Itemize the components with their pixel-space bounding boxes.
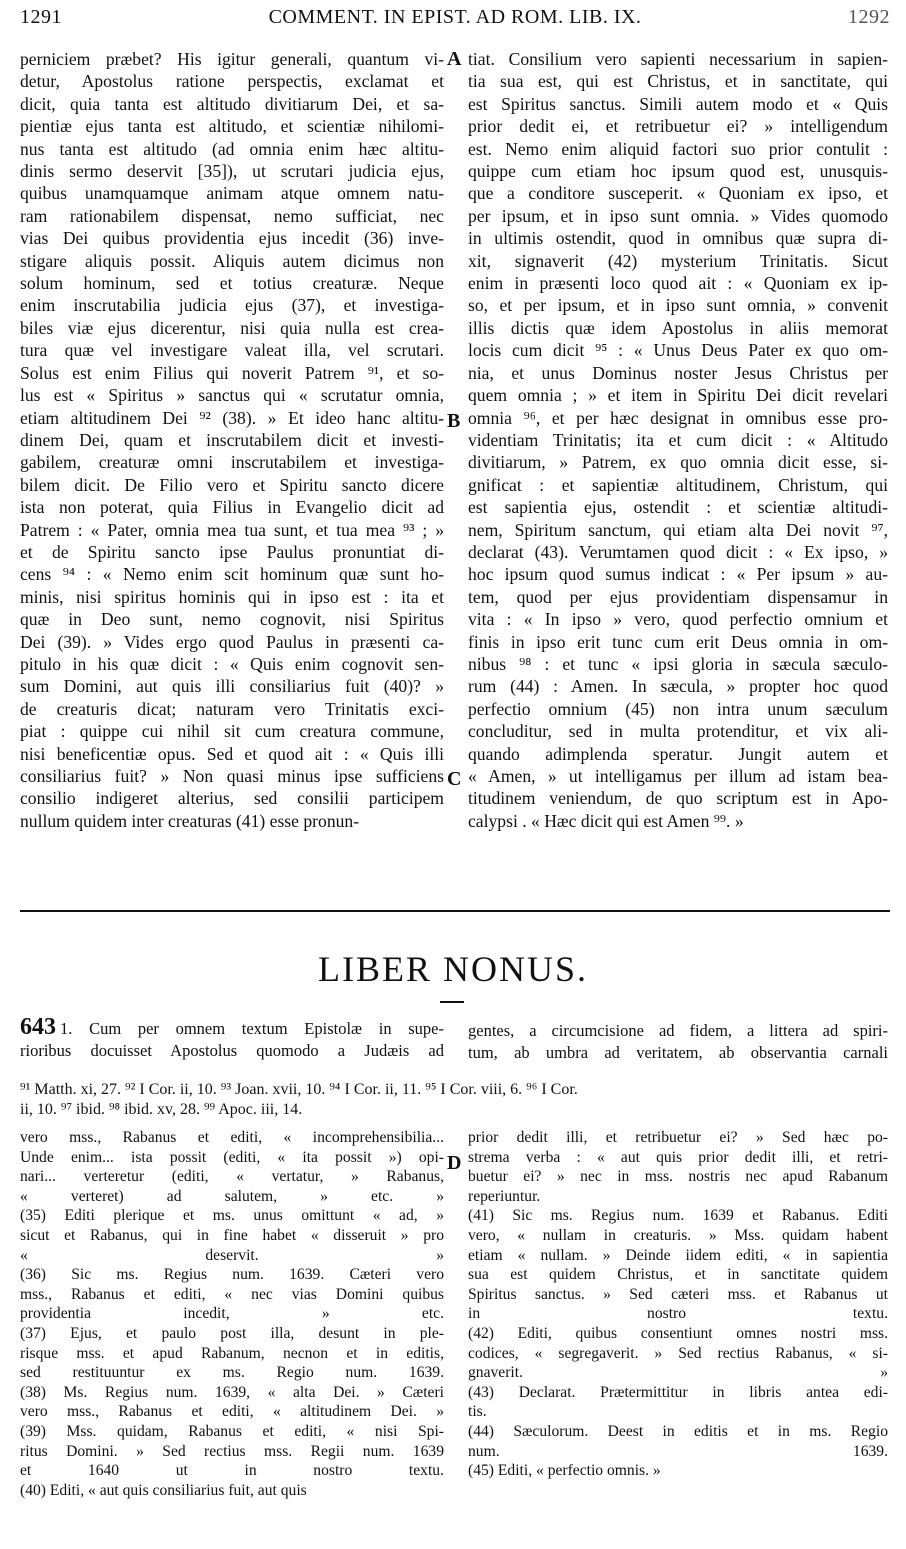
note-line: tis.: [468, 1403, 487, 1421]
note-line: (36) Sic ms. Regius num. 1639. Cæteri vero: [20, 1266, 444, 1284]
text-line: declarat (43). Verumtamen quod dicit : « Ex ipso, »: [468, 541, 888, 562]
note-line: (42) Editi, quibus consentiunt omnes nostri mss.: [468, 1324, 888, 1342]
book-opening-right: [468, 1020, 888, 1064]
text-line: gnificat : et sapientiæ altitudinem, Christum, qui: [468, 474, 888, 495]
page-number-right: 1292: [848, 6, 890, 28]
note-line: buetur ei? » nec in mss. nostris nec apud Rabanum: [468, 1168, 888, 1186]
text-line: minis, nisi spiritus hominis qui in ipso est : ita et: [20, 586, 444, 607]
text-line: quibus unamquamque animam atque omnem natu-: [20, 183, 444, 204]
text-line: nibus ⁹⁸ : et tunc « ipsi gloria in sæcula sæculo-: [468, 653, 888, 674]
text-line: pitulo in his quæ dicit : « Quis enim cognovit sen-: [20, 653, 444, 674]
note-line: gnaverit. »: [468, 1364, 888, 1382]
text-line: tiat. Consilium vero sapienti necessarium in sapien-: [468, 49, 888, 69]
text-line: enim in præsenti loco quod ait : « Quoniam ex ip-: [468, 273, 888, 294]
text-line: in ultimis ostendit, quod in omnibus quæ supra di-: [468, 228, 888, 249]
note-line: vero mss., Rabanus et editi, « incomprehensibilia...: [20, 1129, 444, 1146]
text-line: pientiæ ejus tanta est altitudo, et scientiæ nihilomi-: [20, 116, 444, 137]
text-line: quem omnia ; » et item in Spiritu Dei dicit revelari: [468, 385, 888, 406]
text-line: xit, signaverit (42) mysterium Trinitatis. Sicut: [468, 250, 888, 271]
note-line: sed restituuntur ex ms. Regio num. 1639.: [20, 1364, 444, 1382]
text-line: quippe cum etiam hoc ipsum quod est, unusquis-: [468, 161, 888, 182]
text-line: est Spiritus sanctus. Simili autem modo et « Quis: [468, 93, 888, 114]
note-line: (38) Ms. Regius num. 1639, « alta Dei. » Cæteri: [20, 1383, 444, 1401]
note-line: etiam « nullam. » Deinde iidem editi, « in sapientia: [468, 1246, 888, 1264]
note-line: Spiritus sanctus. » Sed cæteri mss. et Rabanus ut: [468, 1285, 888, 1303]
note-line: « deservit. »: [20, 1246, 444, 1264]
text-line: nem, Spiritum sanctum, qui etiam alta Dei novit ⁹⁷,: [468, 519, 888, 540]
scripture-references: [20, 1080, 890, 1120]
text-line: tura quæ vel investigare valeat illa, vel scrutari.: [20, 340, 444, 361]
note-line: mss., Rabanus et editi, « nec vias Domini quibus: [20, 1285, 444, 1303]
text-line: est sapientia ejus, ostendit : et scientiæ altitudi-: [468, 497, 888, 518]
opening-line: tum, ab umbra ad veritatem, ab observantia carnali: [468, 1043, 888, 1062]
note-line: vero, « nullam in creaturis. » Mss. quidam habent: [468, 1226, 888, 1244]
text-line: quando adimplenda speratur. Jungit autem et: [468, 743, 888, 764]
text-line: divitiarum, » Patrem, ex quo omnia dicit esse, si-: [468, 452, 888, 473]
text-line: vias Dei quibus providentia ejus incedit (36) inve-: [20, 228, 444, 249]
note-line: sicut et Rabanus, qui in fine habet « disseruit » pro: [20, 1226, 444, 1244]
text-line: prior dedit ei, et retribuetur ei? » intelligendum: [468, 116, 888, 137]
text-line: que a conditore susceperit. « Quoniam ex ipso, et: [468, 183, 888, 204]
note-line: (39) Mss. quidam, Rabanus et editi, « nisi Spi-: [20, 1422, 444, 1440]
text-line: Dei (39). » Vides ergo quod Paulus in præsenti ca-: [20, 631, 444, 652]
text-line: nia, et unus Dominus noster Jesus Christus per: [468, 362, 888, 383]
note-line: in nostro textu.: [468, 1305, 888, 1323]
margin-letter-c: C: [447, 768, 462, 790]
note-line: et 1640 ut in nostro textu.: [20, 1462, 444, 1480]
commentary-column-right: [468, 48, 888, 832]
text-line: nus tanta est altitudo (ad omnia enim hæc altitu-: [20, 138, 444, 159]
text-line: biles viæ ejus dicerentur, nisi quia nulla est crea-: [20, 317, 444, 338]
text-line: sum Domini, aut quis illi consiliarius fuit (40)? »: [20, 676, 444, 697]
note-line: nari... verteretur (editi, « vertatur, » Rabanus,: [20, 1168, 444, 1186]
note-line: (37) Ejus, et paulo post illa, desunt in ple-: [20, 1324, 444, 1342]
text-line: concluditur, sed in multa protenditur, et vix ali-: [468, 721, 888, 742]
note-line: (41) Sic ms. Regius num. 1639 et Rabanus. Editi: [468, 1207, 888, 1225]
section-divider: [20, 910, 890, 912]
book-title: LIBER NONUS.: [317, 949, 588, 989]
text-line: ram rationabilem dispensat, nemo sufficiat, nec: [20, 205, 444, 226]
running-title: COMMENT. IN EPIST. AD ROM. LIB. IX.: [268, 6, 642, 28]
note-line: (44) Sæculorum. Deest in editis et in ms. Regio: [468, 1422, 888, 1440]
text-line: « Amen, » ut intelligamus per illum ad istam bea-: [468, 766, 888, 786]
note-line: vero mss., Rabanus et editi, « altitudinem Dei. »: [20, 1403, 444, 1421]
margin-letter-d: D: [447, 1152, 462, 1174]
opening-line: 643 1. Cum per omnem textum Epistolæ in supe-: [20, 1016, 444, 1040]
text-line: vita : « In ipso » vero, quod perfectio omnium et: [468, 609, 888, 630]
critical-notes-left: [20, 1128, 444, 1500]
book-opening-left: [20, 1016, 444, 1062]
text-line: nullum quidem inter creaturas (41) esse pronun-: [20, 810, 360, 831]
text-line: videntiam Trinitatis; ita et cum dicit : « Altitudo: [468, 429, 888, 450]
text-line: so, et per ipsum, et in ipso sunt omnia, » convenit: [468, 295, 888, 316]
text-line: quæ in Deo sunt, nemo cognovit, nisi Spiritus: [20, 609, 444, 630]
note-line: risque mss. et apud Rabanum, necnon et in editis,: [20, 1344, 444, 1362]
text-line: locis cum dicit ⁹⁵ : « Unus Deus Pater ex quo om-: [468, 340, 888, 361]
note-line: sua est quidem Christus, et in sanctitate quidem: [468, 1266, 888, 1284]
text-line: Solus est enim Filius qui noverit Patrem ⁹¹, et so-: [20, 362, 444, 383]
text-line: nisi beneficentiæ opus. Sed et quod ait : « Quis illi: [20, 743, 444, 764]
text-line: dinis sermo deservit [35]), ut scrutari judicia ejus,: [20, 161, 444, 182]
reference-line: ii, 10. ⁹⁷ ibid. ⁹⁸ ibid. xv, 28. ⁹⁹ Apoc. iii, 14.: [20, 1101, 303, 1118]
text-line: perfectio omnium (45) non intra unum sæculum: [468, 698, 888, 719]
text-line: lus est « Spiritus » sanctus qui « scrutatur omnia,: [20, 385, 444, 406]
text-line: consiliarius fuit? » Non quasi minus ipse sufficiens: [20, 766, 444, 786]
text-line: hoc ipsum quod sumus indicat : « Per ipsum » au-: [468, 564, 888, 585]
note-line: reperiuntur.: [468, 1187, 541, 1205]
text-line: detur, Apostolus ratione perspectis, exclamat et: [20, 71, 444, 92]
text-line: titudinem veniendum, de quo scriptum est in Apo-: [468, 788, 888, 809]
note-line: strema verba : « aut quis prior dedit illi, et retri-: [468, 1148, 888, 1166]
text-line: per ipsum, et in ipso sunt omnia. » Vides quomodo: [468, 205, 888, 226]
text-line: dinem Dei, quam et inscrutabilem dicit et investi-: [20, 429, 444, 450]
text-line: est. Nemo enim aliquid factori suo prior contulit :: [468, 138, 888, 159]
text-line: cens ⁹⁴ : « Nemo enim scit hominum quæ sunt ho-: [20, 564, 444, 585]
text-line: Patrem : « Pater, omnia mea tua sunt, et tua mea ⁹³ ; »: [20, 519, 444, 540]
text-line: solum hominum, sed et totius creaturæ. Neque: [20, 273, 444, 294]
note-line: providentia incedit, » etc.: [20, 1305, 444, 1323]
text-line: illis dictis quæ idem Apostolus in aliis memorat: [468, 317, 888, 338]
text-line: etiam altitudinem Dei ⁹² (38). » Et ideo hanc altitu-: [20, 407, 444, 428]
note-line: « verteret) ad salutem, » etc. »: [20, 1187, 444, 1205]
text-line: perniciem præbet? His igitur generali, quantum vi-: [20, 49, 444, 69]
reference-line: ⁹¹ Matth. xi, 27. ⁹² I Cor. ii, 10. ⁹³ Joan. xvii, 10. ⁹⁴ I Cor. ii, 11. ⁹⁵ I Cor. viii, 6. ⁹⁶ I Cor.: [20, 1081, 578, 1098]
margin-letter-a: A: [447, 48, 462, 70]
margin-letter-b: B: [447, 410, 461, 432]
note-line: prior dedit illi, et retribuetur ei? » Sed hæc po-: [468, 1129, 888, 1146]
critical-notes-right: [468, 1128, 888, 1481]
note-line: (40) Editi, « aut quis consiliarius fuit, aut quis: [20, 1481, 307, 1499]
note-line: codices, « segregaverit. » Sed rectius Rabanus, « si-: [468, 1344, 888, 1362]
note-line: (35) Editi plerique et ms. unus omittunt « ad, »: [20, 1207, 444, 1225]
text-line: tia sua est, qui est Christus, et in sanctitate, qui: [468, 71, 888, 92]
title-dash: [440, 1001, 464, 1003]
chapter-number: 643: [20, 1016, 56, 1040]
running-header: [20, 6, 890, 36]
commentary-column-left: [20, 48, 444, 832]
note-line: Unde enim... ista possit (editi, « ita possit ») opi-: [20, 1148, 444, 1166]
text-line: dicit, quia tanta est altitudo divitiarum Dei, et sa-: [20, 93, 444, 114]
text-line: de creaturis dicat; naturam vero Trinitatis exci-: [20, 698, 444, 719]
opening-line: gentes, a circumcisione ad fidem, a littera ad spiri-: [468, 1021, 888, 1040]
text-line: rum (44) : Amen. In sæcula, » propter hoc quod: [468, 676, 888, 697]
opening-line: rioribus docuisset Apostolus quomodo a Judæis ad: [20, 1041, 444, 1060]
text-line: et de Spiritu sancto ipse Paulus pronuntiat di-: [20, 541, 444, 562]
text-line: finis in ipso erit tunc cum erit Deus omnia in om-: [468, 631, 888, 652]
text-line: ista non poterat, quia Filius in Evangelio dicit ad: [20, 497, 444, 518]
text-line: omnia ⁹⁶, et per hæc designat in omnibus esse pro-: [468, 407, 888, 428]
text-line: gabilem, creaturæ omni inscrutabilem et investiga-: [20, 452, 444, 473]
note-line: num. 1639.: [468, 1442, 888, 1460]
text-line: tem, quod per ejus providentiam dispensamur in: [468, 586, 888, 607]
text-line: consilio indigeret alterius, sed consilii participem: [20, 788, 444, 809]
text-line: stigare aliquis possit. Aliquis autem dicimus non: [20, 250, 444, 271]
page-number-left: 1291: [20, 6, 62, 28]
text-line: calypsi . « Hæc dicit qui est Amen ⁹⁹. »: [468, 810, 744, 831]
text-line: bilem dicit. De Filio vero et Spiritu sancto dicere: [20, 474, 444, 495]
note-line: ritus Domini. » Sed rectius mss. Regii num. 1639: [20, 1442, 444, 1460]
text-line: piat : quippe cui nihil sit cum creatura commune,: [20, 721, 444, 742]
text-line: enim inscrutabilia judicia ejus (37), et investiga-: [20, 295, 444, 316]
note-line: (45) Editi, « perfectio omnis. »: [468, 1462, 661, 1480]
note-line: (43) Declarat. Prætermittitur in libris antea edi-: [468, 1383, 888, 1401]
